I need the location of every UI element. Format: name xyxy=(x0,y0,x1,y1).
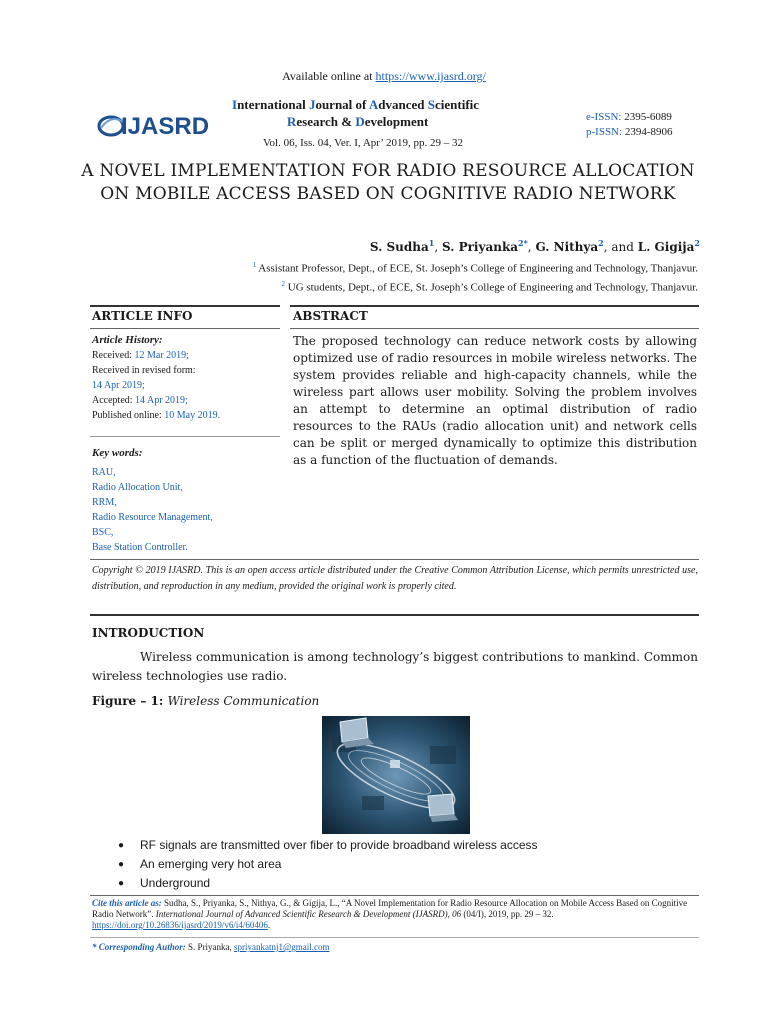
volume-line: Vol. 06, Iss. 04, Ver. I, Apr’ 2019, pp. 29 – 32 xyxy=(263,137,463,149)
available-online-line xyxy=(0,69,768,84)
copyright-notice: Copyright © 2019 IJASRD. This is an open access article distributed under the Creative Common Attribution License, which permits unrestricted use, distribution, and reproduction in any medium, provided the original work is properly cited. xyxy=(92,565,698,592)
corresponding-label: * Corresponding Author: xyxy=(92,942,186,952)
divider xyxy=(90,614,699,616)
introduction-paragraph: Wireless communication is among technology’s biggest contributions to mankind. Common wireless technologies use radio. xyxy=(92,650,698,683)
keyword: Radio Allocation Unit, xyxy=(92,482,183,493)
bullet-icon: ● xyxy=(118,859,125,870)
bullet-list xyxy=(118,836,538,893)
figure-caption: Figure – 1: Wireless Communication xyxy=(92,694,320,708)
abstract-heading: ABSTRACT xyxy=(293,309,368,323)
divider xyxy=(90,328,280,329)
history-label: Article History: xyxy=(92,334,163,346)
keyword: RRM, xyxy=(92,497,117,508)
keywords-label: Key words: xyxy=(92,447,143,459)
received-date: 12 Mar 2019; xyxy=(134,350,189,361)
journal-logo-icon xyxy=(97,108,225,144)
list-item: ● Underground xyxy=(140,874,538,893)
abstract-text: The proposed technology can reduce network costs by allowing optimized use of radio resources in mobile wireless networks. The system provides reliable and high-capacity channels, while the wireless part allows user mobility. Solving the problem involves an attempt to determine an optimal distribution of radio resources to the RAUs (radio allocation unit) and network cells can be split or merged dynamically to optimize this distribution as a function of the fluctuation of demands. xyxy=(293,334,697,467)
keywords-block xyxy=(92,446,278,555)
accepted-date: 14 Apr 2019; xyxy=(135,395,188,406)
bullet-icon: ● xyxy=(118,878,125,889)
cite-label: Cite this article as: xyxy=(92,898,162,908)
journal-url-link[interactable]: https://www.ijasrd.org/ xyxy=(375,69,486,83)
affiliation-1: $^1$ Assistant Professor, Dept., of ECE, St. Joseph’s College of Engineering and Technology, Thanjavur. xyxy=(252,261,698,275)
article-history: Article History: Received: 12 Mar 2019; Received in revised form: 14 Apr 2019; Accepted: 14 Apr 2019; Published online: 10 May 2019. xyxy=(92,333,278,423)
divider xyxy=(290,305,699,307)
author-name: S. Sudha xyxy=(369,240,429,254)
author-list: S. Sudha$^1$, S. Priyanka$^{2*}$, G. Nithya$^2$, and L. Gigija$^2$ xyxy=(369,238,700,254)
list-item: ● RF signals are transmitted over fiber to provide broadband wireless access xyxy=(140,836,538,855)
list-item: ● An emerging very hot area xyxy=(140,855,538,874)
divider xyxy=(90,895,699,896)
divider xyxy=(90,436,280,437)
author-name: G. Nithya xyxy=(535,240,599,254)
corresponding-author: * Corresponding Author: S. Priyanka, spriyankatnj1@gmail.com xyxy=(92,942,330,952)
issn-block xyxy=(586,110,672,140)
eissn-value: 2395-6089 xyxy=(621,111,672,123)
published-date: 10 May 2019. xyxy=(164,410,221,421)
pissn-label: p-ISSN: xyxy=(586,126,623,138)
journal-name: International Journal of Advanced Scientific Research & Development xyxy=(232,97,480,129)
keyword: RAU, xyxy=(92,467,116,478)
email-link[interactable]: spriyankatnj1@gmail.com xyxy=(233,942,330,952)
author-name: S. Priyanka xyxy=(441,240,519,254)
paper-title: A NOVEL IMPLEMENTATION FOR RADIO RESOURCE ALLOCATION ON MOBILE ACCESS BASED ON COGNITIVE RADIO NETWORK xyxy=(81,161,695,204)
affiliation-2: $^2$ UG students, Dept., of ECE, St. Joseph’s College of Engineering and Technology, Thanjavur. xyxy=(281,280,698,294)
divider xyxy=(90,305,280,307)
journal-logo xyxy=(97,108,225,144)
wireless-figure-icon xyxy=(322,716,470,834)
revised-date: 14 Apr 2019; xyxy=(92,380,145,391)
wireless-communication-image xyxy=(322,716,470,834)
divider xyxy=(90,937,699,938)
introduction-heading: INTRODUCTION xyxy=(92,626,205,640)
eissn-label: e-ISSN: xyxy=(586,111,622,123)
svg-text:IJASRD: IJASRD xyxy=(121,113,210,140)
divider xyxy=(90,559,699,560)
author-name: L. Gigija xyxy=(637,240,695,254)
available-prefix: Available online at xyxy=(282,69,376,83)
keyword: BSC, xyxy=(92,527,114,538)
pissn-value: 2394-8906 xyxy=(622,126,673,138)
doi-link[interactable]: https://doi.org/10.26836/ijasrd/2019/v6/i4/60406 xyxy=(92,920,268,930)
citation-block: Cite this article as: Sudha, S., Priyanka, S., Nithya, G., & Gigija, L., “A Novel Implementation for Radio Resource Allocation on Mobile Access Based on Cognitive Radio Network”. International Journal of Advanced Scientific Research & Development (IJASRD), 06 (04/I), 2019, pp. 29 – 32. https://doi.org/10.26836/ijasrd/2019/v6/i4/60406. xyxy=(92,898,688,930)
keyword: Radio Resource Management, xyxy=(92,512,213,523)
divider xyxy=(290,328,699,329)
bullet-icon: ● xyxy=(118,840,125,851)
keyword: Base Station Controller. xyxy=(92,542,188,553)
article-info-heading: ARTICLE INFO xyxy=(92,309,193,323)
